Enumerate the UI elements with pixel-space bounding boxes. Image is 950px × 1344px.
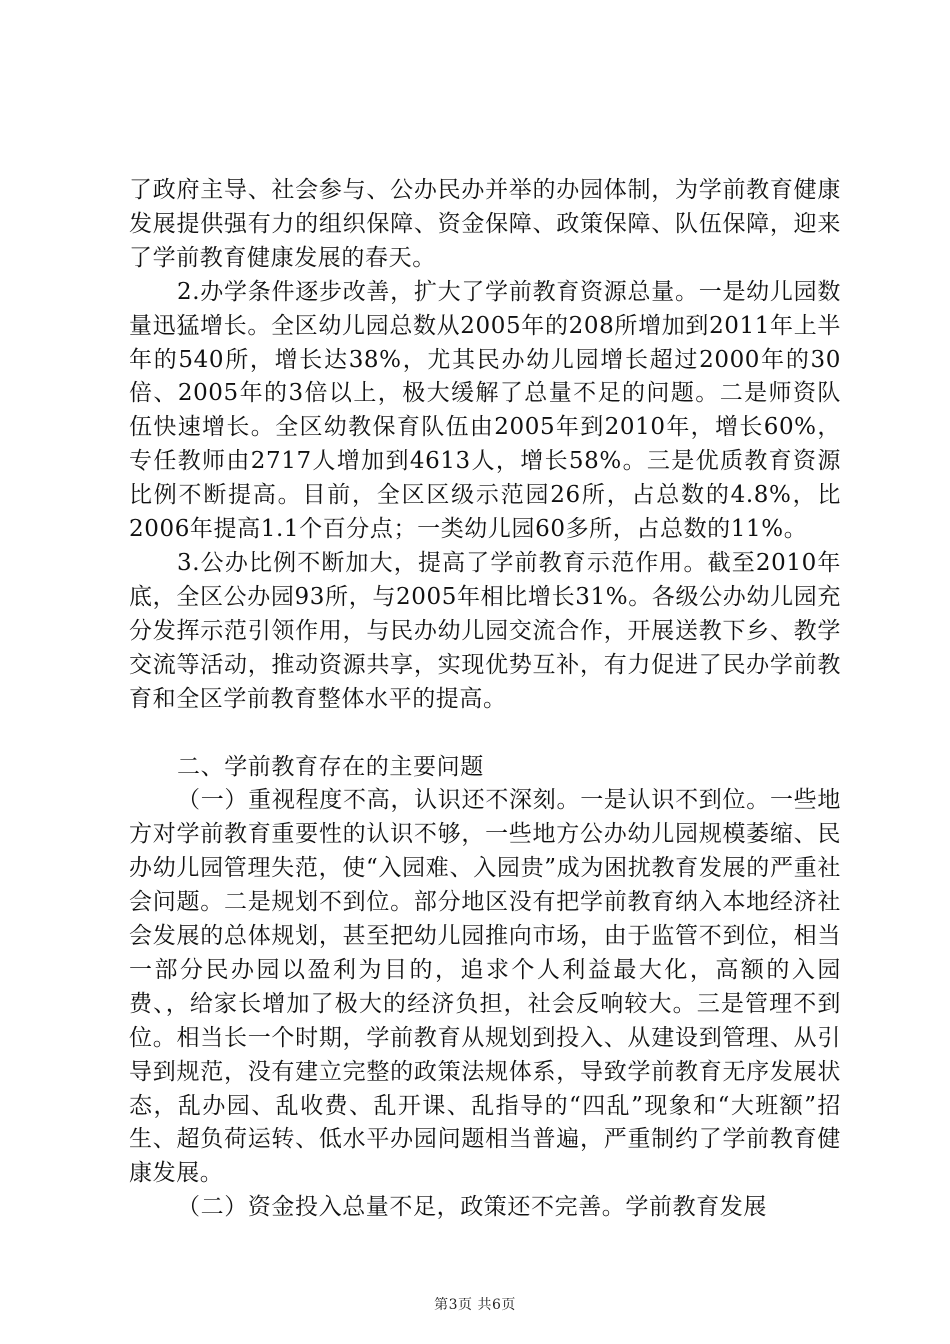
section-heading-problems: 二、学前教育存在的主要问题 — [177, 753, 484, 780]
paragraph-public-ratio: 3.公办比例不断加大，提高了学前教育示范作用。截至2010年底，全区公办园93所，与2005年相比增长31%。各级公办幼儿园充分发挥示范引领作用，与民办幼儿园交流合作，开展送教下乡、教学交流等活动，推动资源共享，实现优势互补，有力促进了民办学前教育和全区学前教育整体水平的提高。 — [129, 549, 841, 712]
paragraph-school-conditions: 2.办学条件逐步改善，扩大了学前教育资源总量。一是幼儿园数量迅猛增长。全区幼儿园总数从2005年的208所增加到2011年上半年的540所，增长达38%，尤其民办幼儿园增长超过2000年的30倍、2005年的3倍以上，极大缓解了总量不足的问题。二是师资队伍快速增长。全区幼教保育队伍由2005年到2010年，增长60%，专任教师由2717人增加到4613人，增长58%。三是优质教育资源比例不断提高。目前，全区区级示范园26所，占总数的4.8%，比2006年提高1.1个百分点；一类幼儿园60多所，占总数的11%。 — [129, 278, 841, 543]
paragraph-problem-funding: （二）资金投入总量不足，政策还不完善。学前教育发展 — [177, 1194, 767, 1221]
paragraph-continuation: 了政府主导、社会参与、公办民办并举的办园体制，为学前教育健康发展提供强有力的组织保障、资金保障、政策保障、队伍保障，迎来了学前教育健康发展的春天。 — [129, 177, 841, 271]
paragraph-problem-awareness: （一）重视程度不高，认识还不深刻。一是认识不到位。一些地方对学前教育重要性的认识不够，一些地方公办幼儿园规模萎缩、民办幼儿园管理失范，使“入园难、入园贵”成为困扰教育发展的严重社会问题。二是规划不到位。部分地区没有把学前教育纳入本地经济社会发展的总体规划，甚至把幼儿园推向市场，由于监管不到位，相当一部分民办园以盈利为目的，追求个人利益最大化，高额的入园费、，给家长增加了极大的经济负担，社会反响较大。三是管理不到位。相当长一个时期，学前教育从规划到投入、从建设到管理、从引导到规范，没有建立完整的政策法规体系，导致学前教育无序发展状态，乱办园、乱收费、乱开课、乱指导的“四乱”现象和“大班额”招生、超负荷运转、低水平办园问题相当普遍，严重制约了学前教育健康发展。 — [129, 787, 841, 1187]
section-spacer — [129, 717, 841, 751]
document-body — [129, 174, 841, 1225]
page-number-footer: 第3页 共6页 — [434, 1297, 516, 1313]
